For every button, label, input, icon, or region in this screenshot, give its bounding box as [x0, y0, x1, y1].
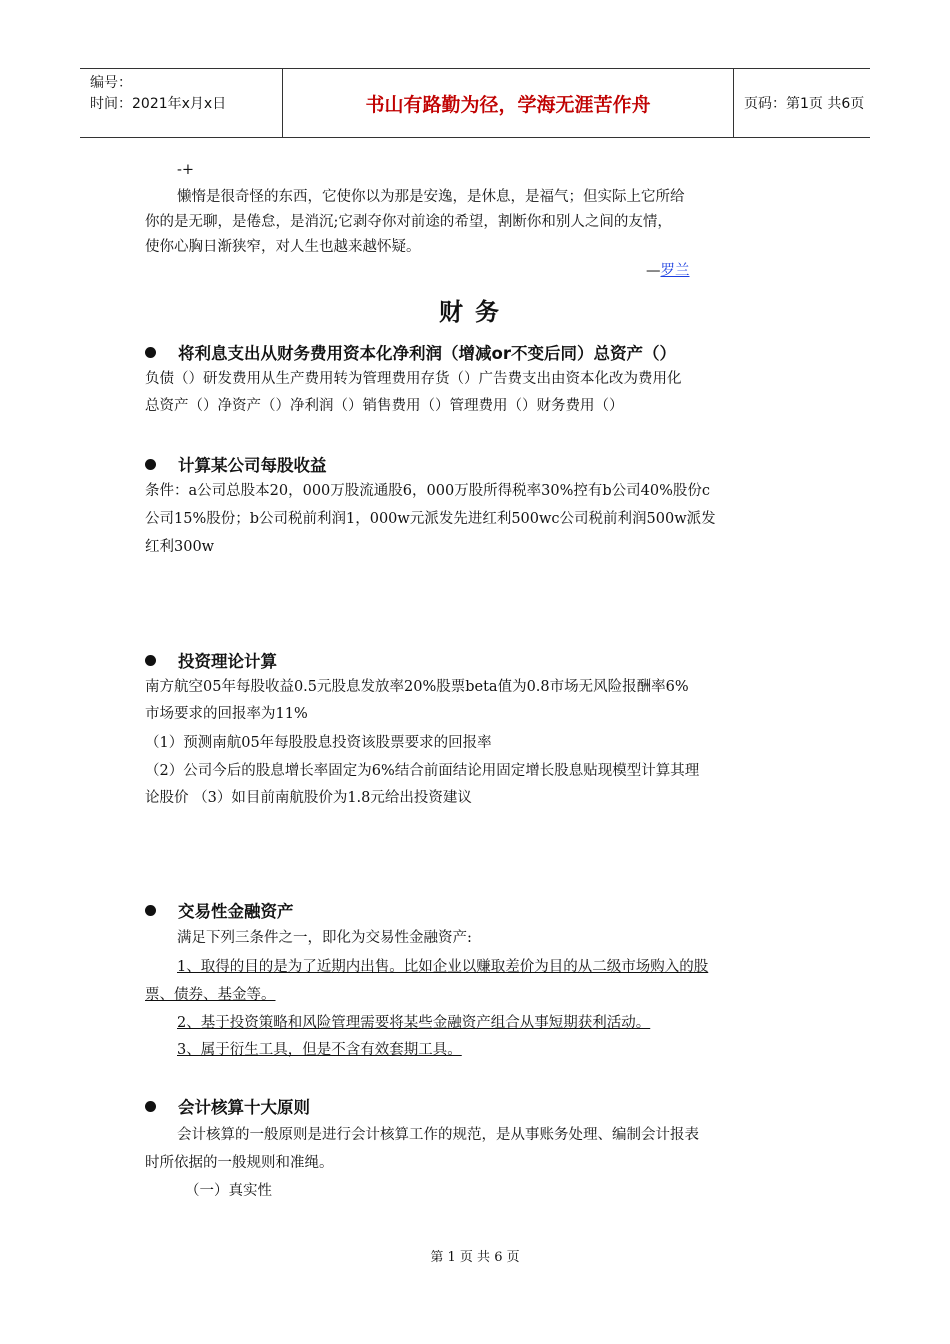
section-line: 南方航空05年每股收益0.5元股息发放率20%股票beta值为0.8市场无风险报酬率6% [145, 679, 689, 695]
bullet-icon [145, 347, 156, 358]
page-title: 财务 [439, 298, 511, 326]
section-line: 总资产（）净资产（）净利润（）销售费用（）管理费用（）财务费用（） [145, 398, 624, 414]
intro-marker: -+ [177, 162, 195, 178]
section-line: 时所依据的一般规则和准绳。 [145, 1155, 334, 1171]
section-heading-text: 计算某公司每股收益 [178, 456, 327, 475]
section-line: （1）预测南航05年每股股息投资该股票要求的回报率 [145, 735, 492, 751]
section-line: （一）真实性 [185, 1183, 272, 1199]
section-heading-text: 投资理论计算 [178, 652, 277, 671]
time-label: 时间：2021年x月x日 [90, 96, 227, 112]
bullet-icon [145, 905, 156, 916]
section-heading [145, 452, 327, 476]
condition-item: 2、基于投资策略和风险管理需要将某些金融资产组合从事短期获利活动。 [177, 1015, 651, 1031]
quote-line: 你的是无聊，是倦怠，是消沉;它剥夺你对前途的希望，割断你和别人之间的友情， [145, 214, 672, 230]
section-heading-text: 会计核算十大原则 [178, 1098, 310, 1117]
document-header [80, 68, 870, 138]
bullet-icon [145, 459, 156, 470]
quote-line: 使你心胸日渐狭窄，对人生也越来越怀疑。 [145, 239, 421, 255]
section-line: （2）公司今后的股息增长率固定为6%结合前面结论用固定增长股息贴现模型计算其理 [145, 763, 700, 779]
section-heading [145, 648, 277, 672]
author-dash: — [646, 263, 661, 279]
author-link[interactable]: 罗兰 [660, 263, 690, 279]
section-line: 市场要求的回报率为11% [145, 706, 308, 722]
section-intro: 满足下列三条件之一，即化为交易性金融资产: [177, 930, 472, 946]
header-motto: 书山有路勤为径，学海无涯苦作舟 [282, 69, 734, 137]
section-heading [145, 898, 294, 922]
section-heading-text: 将利息支出从财务费用资本化净利润（增减or不变后同）总资产（） [178, 344, 676, 363]
section-heading [145, 1094, 310, 1118]
header-meta [80, 69, 282, 137]
section-heading-text: 交易性金融资产 [178, 902, 294, 921]
condition-item: 1、取得的目的是为了近期内出售。比如企业以赚取差价为目的从二级市场购入的股 [177, 959, 709, 975]
section-heading [145, 340, 676, 364]
section-line: 论股价 （3）如目前南航股价为1.8元给出投资建议 [145, 790, 472, 806]
page-footer: 第 1 页 共 6 页 [430, 1250, 520, 1265]
bullet-icon [145, 655, 156, 666]
condition-item: 3、属于衍生工具，但是不含有效套期工具。 [177, 1042, 462, 1058]
section-line: 公司15%股份；b公司税前利润1，000w元派发先进红利500wc公司税前利润500w派发 [145, 511, 716, 527]
section-line: 红利300w [145, 539, 215, 555]
quote-author [646, 259, 690, 280]
quote-line: 懒惰是很奇怪的东西，它使你以为那是安逸，是休息，是福气；但实际上它所给 [177, 189, 685, 205]
section-line: 会计核算的一般原则是进行会计核算工作的规范，是从事账务处理、编制会计报表 [177, 1127, 699, 1143]
number-label: 编号： [90, 75, 132, 91]
header-page-info: 页码：第1页 共6页 [744, 96, 865, 112]
section-line: 条件：a公司总股本20，000万股流通股6，000万股所得税率30%控有b公司40%股份c [145, 483, 711, 499]
condition-item: 票、债券、基金等。 [145, 987, 276, 1003]
section-line: 负债（）研发费用从生产费用转为管理费用存货（）广告费支出由资本化改为费用化 [145, 371, 682, 387]
bullet-icon [145, 1101, 156, 1112]
